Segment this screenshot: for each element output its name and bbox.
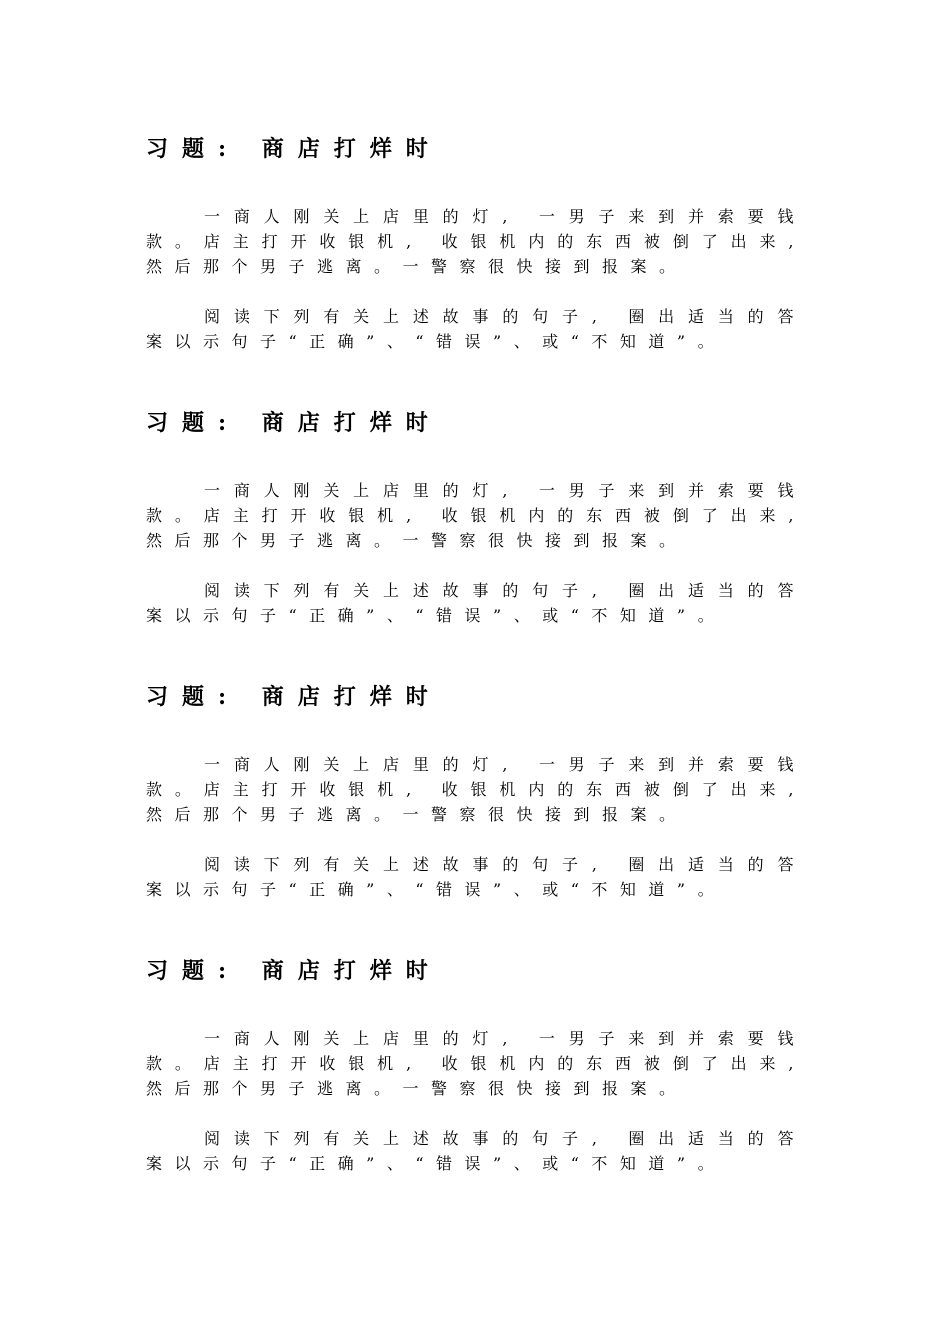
exercise-section (146, 952, 806, 1176)
story-paragraph: 一商人刚关上店里的灯, 一男子来到并索要钱款。店主打开收银机, 收银机内的东西被倒了出来, 然后那个男子逃离。一警察很快接到报案。 (146, 207, 806, 276)
question-instructions: 阅读下列有关上述故事的句子, 圈出适当的答案以示句子“正确”、“错误”、或“不知道”。 (146, 581, 806, 625)
exercise-title: 习题: 商店打烊时 (146, 136, 442, 162)
question-instructions: 阅读下列有关上述故事的句子, 圈出适当的答案以示句子“正确”、“错误”、或“不知道”。 (146, 855, 806, 899)
story-paragraph: 一商人刚关上店里的灯, 一男子来到并索要钱款。店主打开收银机, 收银机内的东西被倒了出来, 然后那个男子逃离。一警察很快接到报案。 (146, 755, 806, 824)
exercise-title: 习题: 商店打烊时 (146, 958, 442, 984)
story-paragraph: 一商人刚关上店里的灯, 一男子来到并索要钱款。店主打开收银机, 收银机内的东西被倒了出来, 然后那个男子逃离。一警察很快接到报案。 (146, 481, 806, 550)
exercise-section (146, 404, 806, 628)
exercise-section (146, 130, 806, 354)
question-instructions: 阅读下列有关上述故事的句子, 圈出适当的答案以示句子“正确”、“错误”、或“不知道”。 (146, 307, 806, 351)
exercise-title: 习题: 商店打烊时 (146, 410, 442, 436)
exercise-title: 习题: 商店打烊时 (146, 684, 442, 710)
story-paragraph: 一商人刚关上店里的灯, 一男子来到并索要钱款。店主打开收银机, 收银机内的东西被倒了出来, 然后那个男子逃离。一警察很快接到报案。 (146, 1029, 806, 1098)
exercise-section (146, 678, 806, 902)
question-instructions: 阅读下列有关上述故事的句子, 圈出适当的答案以示句子“正确”、“错误”、或“不知道”。 (146, 1129, 806, 1173)
